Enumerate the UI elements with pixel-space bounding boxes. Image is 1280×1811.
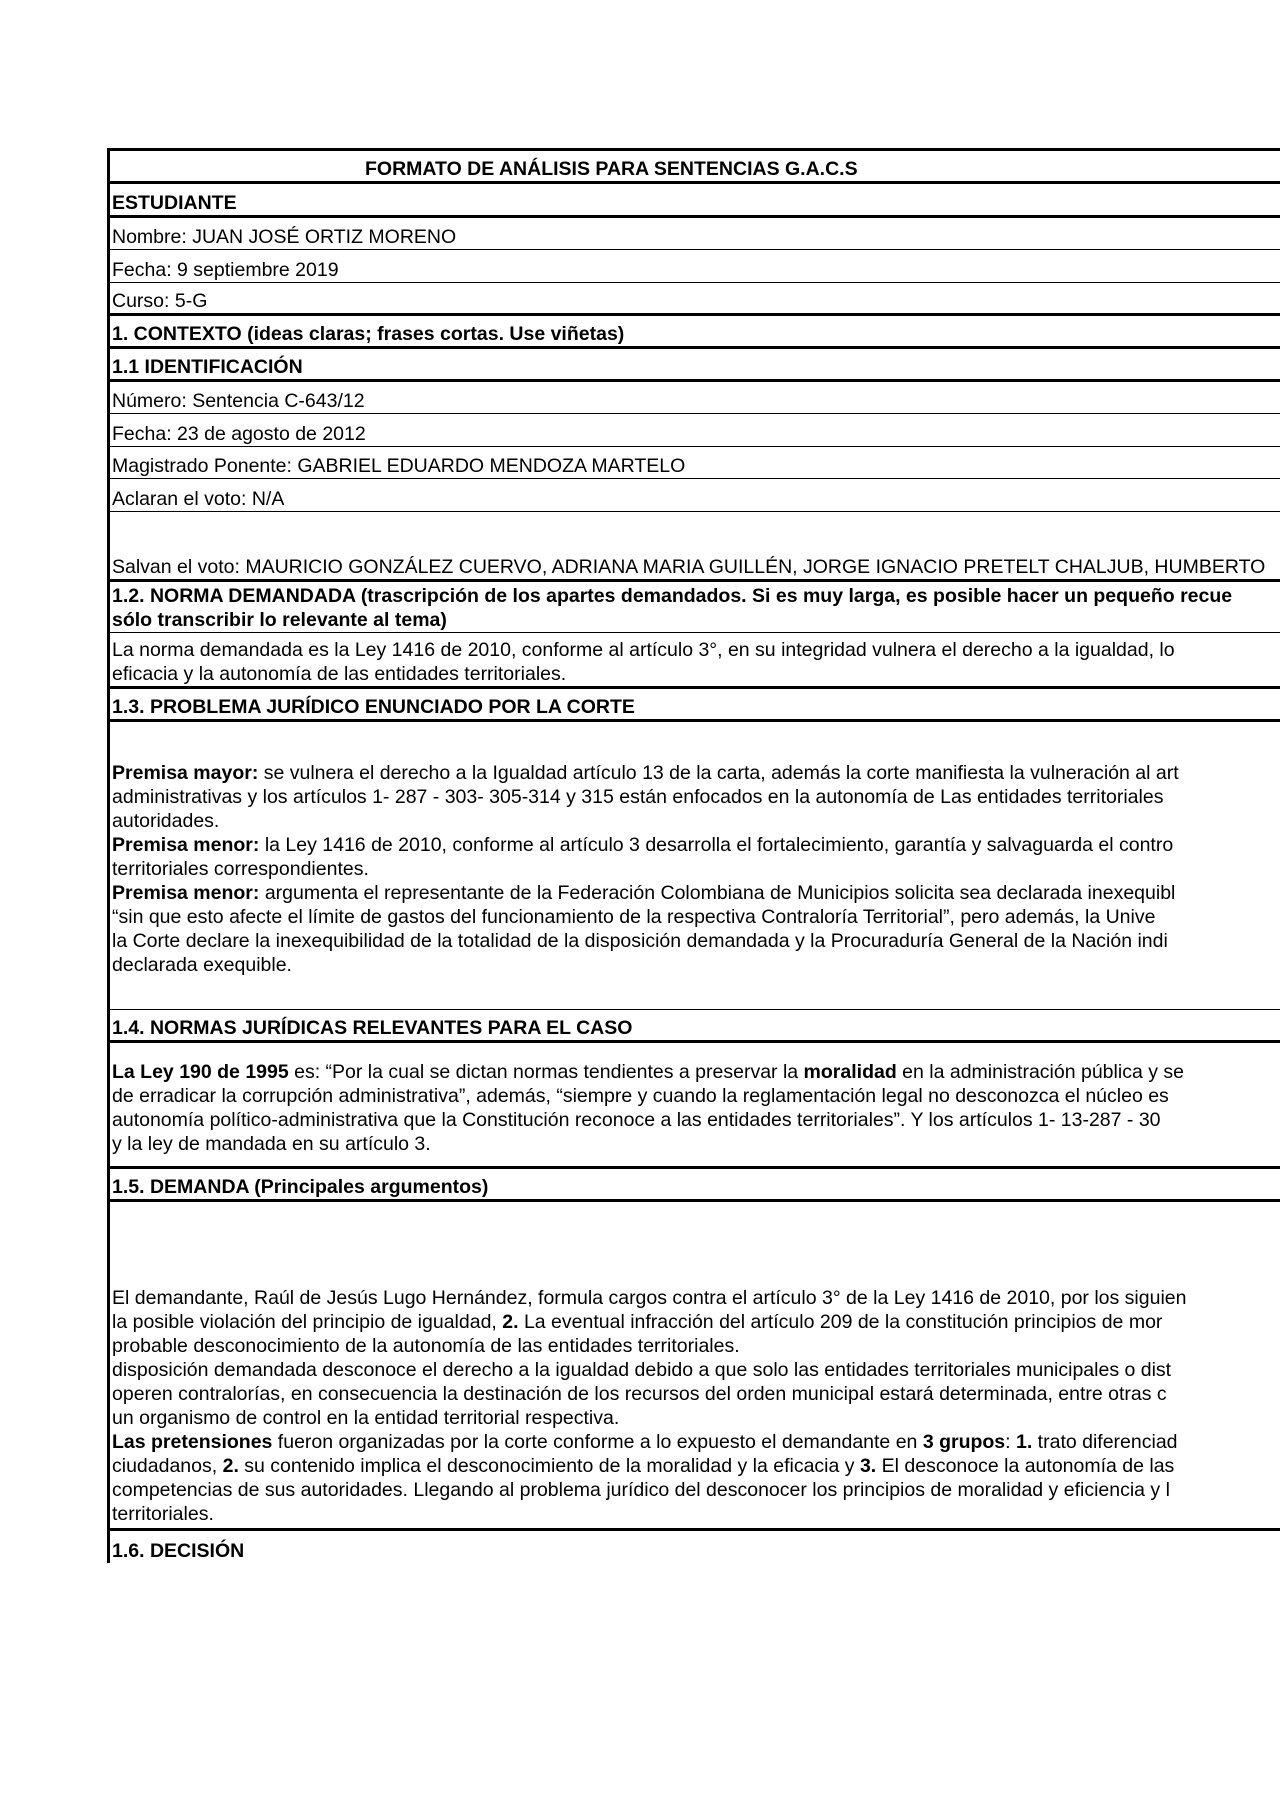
premisa-mayor-line-1 <box>112 761 1280 785</box>
normas-line-3: autonomía político-administrativa que la Constitución reconoce a las entidades territoriales”. Y los artículos 1- 13-287 - 30 <box>112 1109 1161 1131</box>
moralidad-term: moralidad <box>803 1061 897 1083</box>
demanda-line-7-text-c: trato diferenciad <box>1032 1431 1178 1453</box>
demanda-line-8-text-a: ciudadanos, <box>112 1455 223 1477</box>
decision-heading-cell[interactable] <box>110 1531 1280 1563</box>
group-1-number: 1. <box>1016 1431 1033 1453</box>
demanda-line-10: territoriales. <box>112 1503 214 1525</box>
problema-heading: 1.3. PROBLEMA JURÍDICO ENUNCIADO POR LA CORTE <box>112 696 635 718</box>
law-190-label: La Ley 190 de 1995 <box>112 1061 289 1083</box>
premisa-menor-1-text-1: la Ley 1416 de 2010, conforme al artículo 3 desarrolla el fortalecimiento, garantía y salvaguarda el contro <box>259 834 1174 856</box>
premisa-menor-2-label: Premisa menor: <box>112 882 260 904</box>
normas-line-1 <box>112 1060 1280 1084</box>
premisa-menor-1-label: Premisa menor: <box>112 834 260 856</box>
premisa-menor-2-line-3: la Corte declare la inexequibilidad de la totalidad de la disposición demandada y la Procuraduría General de la Nación indi <box>112 930 1168 952</box>
norma-heading-line-1: 1.2. NORMA DEMANDADA (trascripción de los apartes demandados. Si es muy larga, es posible hacer un pequeño recue <box>112 585 1233 607</box>
student-heading-cell[interactable] <box>110 184 1280 218</box>
sentence-date: Fecha: 23 de agosto de 2012 <box>112 423 366 445</box>
normas-line-1-text-b: en la administración pública y se <box>896 1061 1184 1083</box>
norma-text-cell[interactable] <box>110 633 1280 689</box>
premisa-menor-2-line-1 <box>112 881 1280 905</box>
premisa-mayor-label: Premisa mayor: <box>112 762 259 784</box>
demanda-line-4: disposición demandada desconoce el derecho a la igualdad debido a que solo las entidades territoriales municipales o dist <box>112 1359 1172 1381</box>
demanda-line-7-text-a: fueron organizadas por la corte conforme a lo expuesto el demandante en <box>272 1431 923 1453</box>
decision-heading: 1.6. DECISIÓN <box>112 1540 245 1562</box>
demanda-line-6: un organismo de control en la entidad territorial respectiva. <box>112 1407 620 1429</box>
demanda-heading: 1.5. DEMANDA (Principales argumentos) <box>112 1176 489 1198</box>
premisa-menor-2-line-2: “sin que esto afecte el límite de gastos del funcionamiento de la respectiva Contraloría Territorial”, pero además, la Unive <box>112 906 1156 928</box>
pretensiones-label: Las pretensiones <box>112 1431 273 1453</box>
normas-heading-cell[interactable] <box>110 1010 1280 1043</box>
demanda-line-5: operen contralorías, en consecuencia la destinación de los recursos del orden municipal estará determinada, entre otras c <box>112 1383 1167 1405</box>
norma-heading-cell[interactable] <box>110 582 1280 633</box>
student-date: Fecha: 9 septiembre 2019 <box>112 259 339 281</box>
student-name-cell[interactable] <box>110 218 1280 250</box>
student-date-cell[interactable] <box>110 250 1280 283</box>
normas-line-1-text-a: es: “Por la cual se dictan normas tendientes a preservar la <box>288 1061 804 1083</box>
normas-heading: 1.4. NORMAS JURÍDICAS RELEVANTES PARA EL CASO <box>112 1017 633 1039</box>
sentence-date-cell[interactable] <box>110 414 1280 447</box>
context-heading: 1. CONTEXTO (ideas claras; frases cortas. Use viñetas) <box>112 323 625 345</box>
norma-text-line-1: La norma demandada es la Ley 1416 de 2010, conforme al artículo 3°, en su integridad vulnera el derecho a la igualdad, lo <box>112 639 1175 661</box>
premisa-menor-2-text-1: argumenta el representante de la Federación Colombiana de Municipios solicita sea declarada inexequibl <box>259 882 1176 904</box>
student-course: Curso: 5-G <box>112 290 208 312</box>
premisa-menor-2-line-4: declarada exequible. <box>112 954 292 976</box>
demanda-line-2-text-b: La eventual infracción del artículo 209 de la constitución principios de mor <box>518 1311 1163 1333</box>
sheet-title: FORMATO DE ANÁLISIS PARA SENTENCIAS G.A.C.S <box>365 158 858 180</box>
normas-line-2: de erradicar la corrupción administrativa”, además, “siempre y cuando la reglamentación legal no desconozca el núcleo es <box>112 1085 1169 1107</box>
three-groups-term: 3 grupos <box>922 1431 1006 1453</box>
student-heading: ESTUDIANTE <box>112 192 237 214</box>
demanda-line-8-text-c: El desconoce la autonomía de las <box>876 1455 1175 1477</box>
student-course-cell[interactable] <box>110 283 1280 316</box>
demanda-text-cell[interactable] <box>110 1202 1280 1531</box>
premisa-menor-1-line-1 <box>112 833 1280 857</box>
norma-heading-line-2: sólo transcribir lo relevante al tema) <box>112 609 447 631</box>
demanda-line-2 <box>112 1310 1280 1334</box>
group-2-number: 2. <box>222 1455 239 1477</box>
clarify-vote-cell[interactable] <box>110 479 1280 512</box>
problema-heading-cell[interactable] <box>110 689 1280 722</box>
clarify-vote: Aclaran el voto: N/A <box>112 488 285 510</box>
demanda-line-8-text-b: su contenido implica el desconocimiento de la moralidad y la eficacia y <box>238 1455 860 1477</box>
student-name: Nombre: JUAN JOSÉ ORTIZ MORENO <box>112 226 457 248</box>
normas-line-4: y la ley de mandada en su artículo 3. <box>112 1133 431 1155</box>
identification-heading: 1.1 IDENTIFICACIÓN <box>112 356 303 378</box>
demanda-heading-cell[interactable] <box>110 1169 1280 1202</box>
demanda-line-9: competencias de sus autoridades. Llegando al problema jurídico del desconocer los principios de moralidad y eficiencia y l <box>112 1479 1170 1501</box>
save-vote-cell[interactable] <box>110 512 1280 582</box>
analysis-sheet <box>107 148 1280 1563</box>
sentence-number: Número: Sentencia C-643/12 <box>112 390 365 412</box>
save-vote: Salvan el voto: MAURICIO GONZÁLEZ CUERVO, ADRIANA MARIA GUILLÉN, JORGE IGNACIO PRETELT CHALJUB, HUMBERTO <box>112 556 1266 578</box>
demanda-line-2-text-a: la posible violación del principio de igualdad, <box>112 1311 503 1333</box>
premisa-mayor-line-3: autoridades. <box>112 810 220 832</box>
judge-name: Magistrado Ponente: GABRIEL EDUARDO MENDOZA MARTELO <box>112 455 686 477</box>
premisa-menor-1-line-2: territoriales correspondientes. <box>112 858 369 880</box>
demanda-line-3: probable desconocimiento de la autonomía de las entidades territoriales. <box>112 1335 740 1357</box>
premisa-mayor-line-2: administrativas y los artículos 1- 287 - 303- 305-314 y 315 están enfocados en la autonomía de Las entidades territoriales <box>112 786 1164 808</box>
demanda-item-2-number: 2. <box>502 1311 519 1333</box>
normas-text-cell[interactable] <box>110 1043 1280 1169</box>
demanda-line-7 <box>112 1430 1280 1454</box>
context-heading-cell[interactable] <box>110 316 1280 349</box>
problema-text-cell[interactable] <box>110 722 1280 1010</box>
demanda-line-1: El demandante, Raúl de Jesús Lugo Hernández, formula cargos contra el artículo 3° de la Ley 1416 de 2010, por los siguien <box>112 1287 1187 1309</box>
norma-text-line-2: eficacia y la autonomía de las entidades territoriales. <box>112 663 567 685</box>
demanda-line-8 <box>112 1454 1280 1478</box>
judge-cell[interactable] <box>110 447 1280 479</box>
demanda-line-7-colon: : <box>1005 1431 1016 1453</box>
premisa-mayor-text-1: se vulnera el derecho a la Igualdad artículo 13 de la carta, además la corte manifiesta la vulneración al art <box>258 762 1179 784</box>
sheet-title-cell[interactable] <box>110 151 1280 184</box>
identification-heading-cell[interactable] <box>110 349 1280 382</box>
group-3-number: 3. <box>859 1455 877 1477</box>
sentence-number-cell[interactable] <box>110 382 1280 414</box>
